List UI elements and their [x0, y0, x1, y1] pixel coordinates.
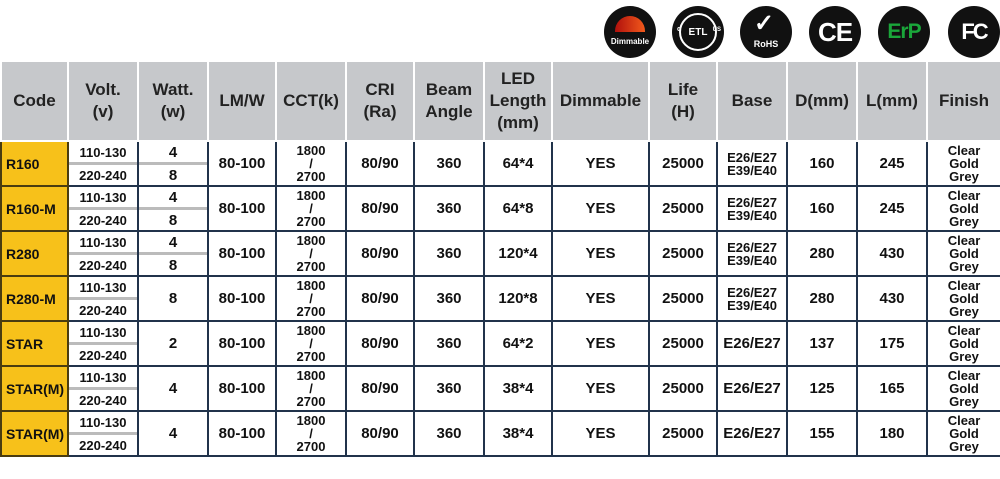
base-b: E39/E40	[727, 297, 777, 313]
cell-lmw: 80-100	[208, 366, 276, 411]
rohs-icon	[740, 6, 792, 58]
header-code: Code	[1, 61, 68, 141]
header-beam-line2: Angle	[425, 102, 473, 121]
header-led-line3: (mm)	[497, 113, 539, 132]
cct-sep: /	[309, 336, 313, 351]
base-a: E26/E27	[727, 239, 777, 255]
cell-life: 25000	[649, 141, 717, 186]
header-row	[1, 61, 1000, 141]
volt-low: 110-130	[69, 322, 137, 345]
etl-c-label: c	[677, 26, 681, 33]
cell-d: 125	[787, 366, 857, 411]
volt-high: 220-240	[79, 437, 127, 453]
volt-low: 110-130	[69, 142, 137, 165]
cell-cri: 80/90	[346, 231, 414, 276]
header-finish: Finish	[927, 61, 1000, 141]
table-row	[1, 411, 1000, 456]
header-l: L(mm)	[857, 61, 927, 141]
header-base: Base	[717, 61, 787, 141]
watt-low: 4	[139, 142, 207, 165]
base-b: E39/E40	[727, 252, 777, 268]
cct-high: 2700	[296, 214, 326, 229]
cell-l: 430	[857, 231, 927, 276]
cell-beam: 360	[414, 276, 484, 321]
cell-cri: 80/90	[346, 141, 414, 186]
cell-lmw: 80-100	[208, 276, 276, 321]
cct-low: 1800	[296, 143, 326, 158]
finish-grey: Grey	[949, 169, 979, 184]
cell-cct	[276, 321, 346, 366]
check-icon: ✓	[754, 10, 775, 37]
cell-watt: 4	[138, 411, 208, 456]
cell-cct	[276, 276, 346, 321]
base-b: E39/E40	[727, 207, 777, 223]
cell-cri: 80/90	[346, 366, 414, 411]
cell-cct	[276, 366, 346, 411]
cell-beam: 360	[414, 141, 484, 186]
header-cri-line1: CRI	[365, 80, 395, 99]
cell-l: 165	[857, 366, 927, 411]
cct-sep: /	[309, 246, 313, 261]
cell-code: STAR(M)	[1, 366, 68, 411]
cct-sep: /	[309, 201, 313, 216]
header-life-line1: Life	[667, 80, 699, 99]
cell-volt	[68, 186, 138, 231]
watt-low: 4	[139, 232, 207, 255]
volt-high: 220-240	[79, 212, 127, 228]
header-life-line2: (H)	[671, 102, 695, 121]
finish-clear: Clear	[947, 368, 981, 383]
cell-life: 25000	[649, 366, 717, 411]
table-row	[1, 276, 1000, 321]
volt-high: 220-240	[79, 167, 127, 183]
cell-cri: 80/90	[346, 186, 414, 231]
cell-dimmable: YES	[552, 231, 649, 276]
cell-dimmable: YES	[552, 141, 649, 186]
cell-led: 120*4	[484, 231, 552, 276]
volt-high: 220-240	[79, 302, 127, 318]
cell-led: 38*4	[484, 366, 552, 411]
erp-label: ErP	[887, 20, 921, 43]
header-beam-line1: Beam	[425, 80, 473, 99]
cell-volt	[68, 276, 138, 321]
header-life	[649, 61, 717, 141]
cell-code: R160	[1, 141, 68, 186]
volt-high: 220-240	[79, 392, 127, 408]
table-row	[1, 366, 1000, 411]
cell-lmw: 80-100	[208, 411, 276, 456]
cct-sep: /	[309, 381, 313, 396]
finish-clear: Clear	[947, 188, 981, 203]
header-cri-line2: (Ra)	[363, 102, 397, 121]
cell-cct	[276, 411, 346, 456]
cell-finish	[927, 411, 1000, 456]
cct-high: 2700	[296, 349, 326, 364]
cell-cct	[276, 186, 346, 231]
cell-l: 245	[857, 186, 927, 231]
cell-d: 137	[787, 321, 857, 366]
header-volt-line1: Volt.	[85, 80, 121, 99]
cell-dimmable: YES	[552, 186, 649, 231]
table-row	[1, 186, 1000, 231]
finish-gold: Gold	[949, 246, 979, 261]
cell-base	[717, 276, 787, 321]
header-watt-line2: (w)	[160, 102, 186, 121]
header-d: D(mm)	[787, 61, 857, 141]
finish-grey: Grey	[949, 394, 979, 409]
cell-watt: 4	[138, 366, 208, 411]
cell-d: 160	[787, 141, 857, 186]
cell-finish	[927, 186, 1000, 231]
etl-us-label: US	[712, 27, 721, 33]
cell-l: 175	[857, 321, 927, 366]
cell-led: 120*8	[484, 276, 552, 321]
cell-l: 430	[857, 276, 927, 321]
cell-dimmable: YES	[552, 366, 649, 411]
finish-gold: Gold	[949, 156, 979, 171]
cell-code: STAR	[1, 321, 68, 366]
spec-table-wrapper	[0, 60, 1000, 457]
cell-life: 25000	[649, 321, 717, 366]
cct-low: 1800	[296, 278, 326, 293]
watt-high: 8	[168, 256, 178, 274]
cell-dimmable: YES	[552, 411, 649, 456]
finish-clear: Clear	[947, 413, 981, 428]
base-a: E26/E27	[727, 284, 777, 300]
cct-sep: /	[309, 291, 313, 306]
header-dimmable: Dimmable	[552, 61, 649, 141]
cell-led: 64*2	[484, 321, 552, 366]
cell-led: 64*4	[484, 141, 552, 186]
certification-badges	[600, 6, 1000, 58]
cct-high: 2700	[296, 169, 326, 184]
header-led-length	[484, 61, 552, 141]
cct-high: 2700	[296, 394, 326, 409]
volt-low: 110-130	[69, 187, 137, 210]
cell-cct	[276, 141, 346, 186]
volt-low: 110-130	[69, 232, 137, 255]
cell-d: 280	[787, 276, 857, 321]
volt-low: 110-130	[69, 277, 137, 300]
cell-lmw: 80-100	[208, 321, 276, 366]
cell-base: E26/E27	[717, 321, 787, 366]
etl-icon	[672, 6, 724, 58]
finish-clear: Clear	[947, 233, 981, 248]
cell-d: 155	[787, 411, 857, 456]
cell-finish	[927, 366, 1000, 411]
etl-ring	[679, 13, 717, 51]
cell-code: STAR(M)	[1, 411, 68, 456]
header-beam	[414, 61, 484, 141]
erp-icon	[878, 6, 930, 58]
finish-gold: Gold	[949, 426, 979, 441]
base-a: E26/E27	[727, 194, 777, 210]
cell-beam: 360	[414, 321, 484, 366]
cell-life: 25000	[649, 231, 717, 276]
volt-low: 110-130	[69, 412, 137, 435]
cell-life: 25000	[649, 186, 717, 231]
cell-base	[717, 141, 787, 186]
header-cri	[346, 61, 414, 141]
header-led-line2: Length	[489, 91, 547, 110]
cell-l: 245	[857, 141, 927, 186]
finish-grey: Grey	[949, 304, 979, 319]
cell-watt: 2	[138, 321, 208, 366]
header-watt	[138, 61, 208, 141]
fcc-icon	[948, 6, 1000, 58]
cell-d: 280	[787, 231, 857, 276]
table-row	[1, 321, 1000, 366]
watt-low: 4	[139, 187, 207, 210]
cell-finish	[927, 141, 1000, 186]
dimmable-badge-label: Dimmable	[610, 37, 650, 46]
cell-volt	[68, 366, 138, 411]
header-watt-line1: Watt.	[152, 80, 194, 99]
cell-watt: 8	[138, 276, 208, 321]
cell-base	[717, 231, 787, 276]
cell-volt	[68, 321, 138, 366]
cell-code: R160-M	[1, 186, 68, 231]
cell-led: 38*4	[484, 411, 552, 456]
cell-watt	[138, 186, 208, 231]
finish-grey: Grey	[949, 214, 979, 229]
finish-gold: Gold	[949, 336, 979, 351]
finish-gold: Gold	[949, 201, 979, 216]
cell-volt	[68, 141, 138, 186]
cell-life: 25000	[649, 276, 717, 321]
table-row	[1, 231, 1000, 276]
cct-low: 1800	[296, 233, 326, 248]
cell-life: 25000	[649, 411, 717, 456]
cell-cct	[276, 231, 346, 276]
fcc-label: FC	[961, 19, 987, 44]
cell-l: 180	[857, 411, 927, 456]
finish-grey: Grey	[949, 349, 979, 364]
header-volt-line2: (v)	[92, 102, 114, 121]
cell-led: 64*8	[484, 186, 552, 231]
cell-base: E26/E27	[717, 411, 787, 456]
cell-lmw: 80-100	[208, 141, 276, 186]
ce-icon	[809, 6, 861, 58]
header-volt	[68, 61, 138, 141]
watt-high: 8	[168, 211, 178, 229]
cell-base: E26/E27	[717, 366, 787, 411]
cct-high: 2700	[296, 439, 326, 454]
finish-clear: Clear	[947, 278, 981, 293]
table-row	[1, 141, 1000, 186]
cct-low: 1800	[296, 368, 326, 383]
spec-table	[0, 60, 1000, 457]
cell-finish	[927, 321, 1000, 366]
cell-watt	[138, 141, 208, 186]
finish-clear: Clear	[947, 323, 981, 338]
cct-low: 1800	[296, 188, 326, 203]
rohs-label: RoHS	[753, 39, 779, 49]
cell-beam: 360	[414, 411, 484, 456]
cell-base	[717, 186, 787, 231]
volt-low: 110-130	[69, 367, 137, 390]
cell-watt	[138, 231, 208, 276]
dimmable-icon	[604, 6, 656, 58]
cell-cri: 80/90	[346, 276, 414, 321]
cell-cri: 80/90	[346, 321, 414, 366]
header-cct: CCT(k)	[276, 61, 346, 141]
cell-d: 160	[787, 186, 857, 231]
header-led-line1: LED	[501, 69, 535, 88]
cct-sep: /	[309, 426, 313, 441]
watt-high: 8	[168, 166, 178, 184]
base-a: E26/E27	[727, 149, 777, 165]
finish-grey: Grey	[949, 439, 979, 454]
cell-cri: 80/90	[346, 411, 414, 456]
cell-volt	[68, 231, 138, 276]
cct-low: 1800	[296, 413, 326, 428]
base-b: E39/E40	[727, 162, 777, 178]
cell-finish	[927, 231, 1000, 276]
cct-sep: /	[309, 156, 313, 171]
cell-beam: 360	[414, 186, 484, 231]
cell-beam: 360	[414, 366, 484, 411]
finish-grey: Grey	[949, 259, 979, 274]
cell-dimmable: YES	[552, 276, 649, 321]
cell-lmw: 80-100	[208, 186, 276, 231]
finish-gold: Gold	[949, 291, 979, 306]
volt-high: 220-240	[79, 257, 127, 273]
cell-finish	[927, 276, 1000, 321]
cct-high: 2700	[296, 304, 326, 319]
cell-code: R280-M	[1, 276, 68, 321]
ce-label: CE	[817, 16, 853, 47]
finish-clear: Clear	[947, 143, 981, 158]
finish-gold: Gold	[949, 381, 979, 396]
cell-lmw: 80-100	[208, 231, 276, 276]
cct-high: 2700	[296, 259, 326, 274]
cell-dimmable: YES	[552, 321, 649, 366]
etl-label: ETL	[688, 26, 708, 38]
cct-low: 1800	[296, 323, 326, 338]
dimmable-arc	[615, 16, 645, 32]
volt-high: 220-240	[79, 347, 127, 363]
header-lmw: LM/W	[208, 61, 276, 141]
cell-volt	[68, 411, 138, 456]
cell-beam: 360	[414, 231, 484, 276]
cell-code: R280	[1, 231, 68, 276]
